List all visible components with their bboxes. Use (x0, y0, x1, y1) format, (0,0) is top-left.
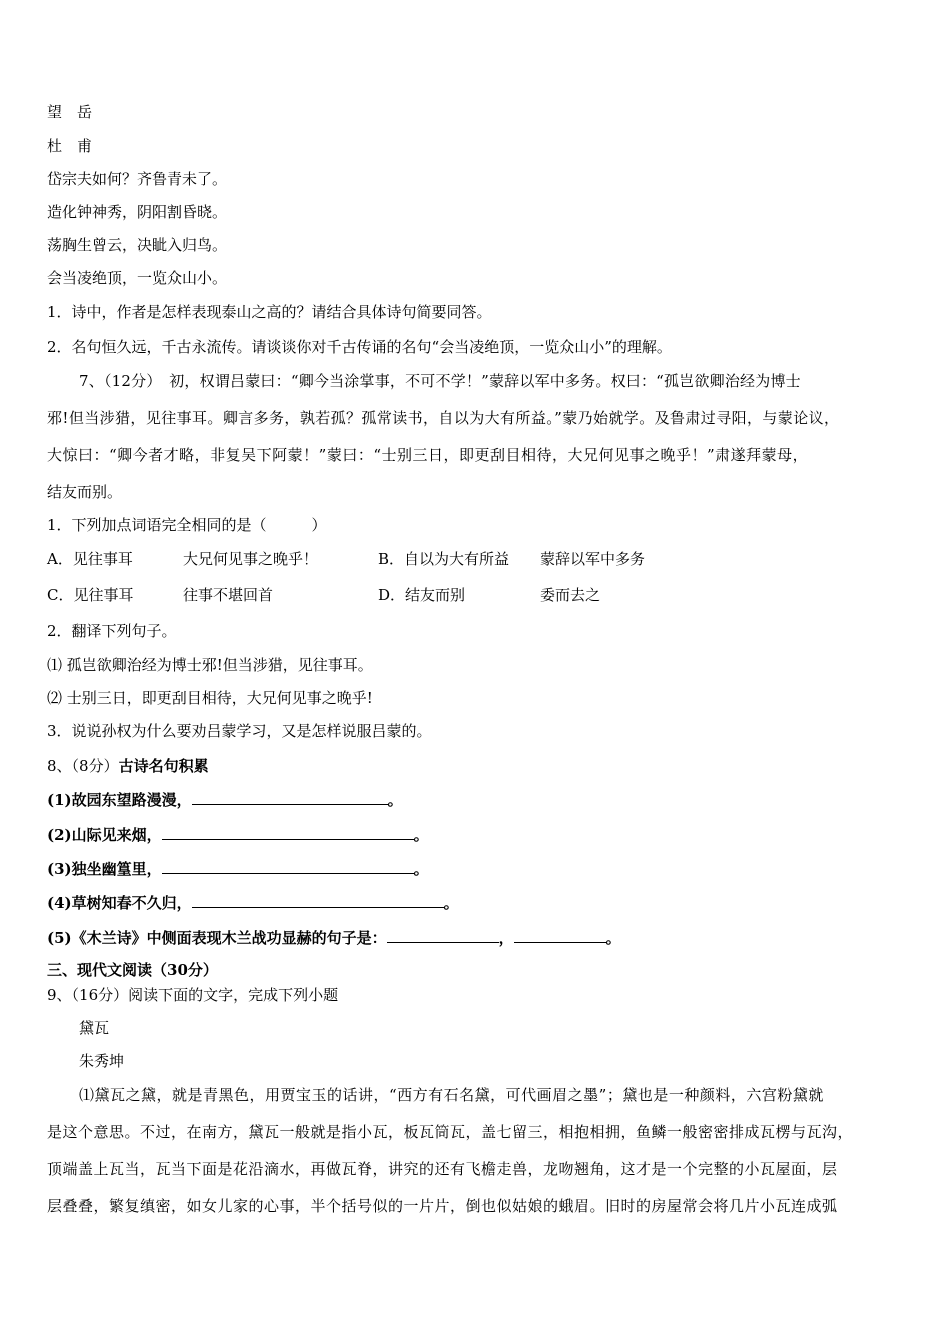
q7-question-2: 2．翻译下列句子。 (47, 622, 177, 640)
q8-comma: ， (498, 929, 514, 947)
option-c-text: 往事不堪回首 (183, 586, 274, 604)
q7-passage-line: 大惊曰：“卿今者才略，非复吴下阿蒙！”蒙曰：“士别三日，即更刮目相待，大兄何见事之晚乎！”肃遂拜蒙母， (47, 446, 809, 464)
poem-line: 会当凌绝顶，一览众山小。 (47, 269, 228, 287)
q7-question-1: 1．下列加点词语完全相同的是（ ） (47, 516, 327, 534)
q8-item-1 (47, 789, 403, 810)
q7-question-3: 3．说说孙权为什么要劝吕蒙学习，又是怎样说服吕蒙的。 (47, 722, 432, 740)
section-3-title: 三、现代文阅读（30分） (47, 961, 218, 979)
q8-heading (47, 756, 209, 776)
q8-period: 。 (413, 826, 429, 844)
q8-item-4 (47, 892, 459, 913)
article-paragraph-line: 是这个意思。不过，在南方，黛瓦一般就是指小瓦，板瓦筒瓦，盖七留三，相抱相拥，鱼鳞一般密密排成瓦楞与瓦沟， (47, 1123, 854, 1141)
option-b-label: B．自以为大有所益 (378, 550, 510, 568)
answer-blank[interactable] (192, 789, 388, 805)
answer-blank[interactable] (162, 858, 414, 874)
q8-item-text: (4)草树知春不久归， (47, 894, 192, 912)
q8-item-2 (47, 824, 429, 845)
answer-blank[interactable] (387, 927, 499, 943)
q8-period: 。 (413, 860, 429, 878)
option-a-label: A．见往事耳 (47, 550, 133, 568)
q7-passage-line: 邪!但当涉猎，见往事耳。卿言多务，孰若孤？孤常读书，自以为大有所益。”蒙乃始就学。及鲁肃过寻阳，与蒙论议， (47, 409, 840, 427)
poem-line: 造化钟神秀，阴阳割昏晓。 (47, 203, 228, 221)
q8-item-text: (1)故园东望路漫漫， (47, 791, 192, 809)
answer-blank[interactable] (162, 824, 414, 840)
q8-item-5 (47, 927, 621, 948)
option-d-label: D．结友而别 (378, 586, 466, 604)
q8-title: 古诗名句积累 (118, 757, 209, 775)
q8-period: 。 (387, 791, 403, 809)
poem-title: 望 岳 (47, 103, 93, 121)
option-a-text: 大兄何见事之晚乎！ (183, 550, 319, 568)
q8-item-text: (3)独坐幽篁里， (47, 860, 162, 878)
q8-period: 。 (443, 894, 459, 912)
poem-question-2: 2．名句恒久远，千古永流传。请谈谈你对千古传诵的名句“会当凌绝顶，一览众山小”的理解。 (47, 338, 672, 356)
q7-passage-line: 7、（12分） 初，权谓吕蒙曰：“卿今当涂掌事，不可不学！”蒙辞以军中多务。权曰：“孤岂欲卿治经为博士 (79, 372, 801, 390)
article-author: 朱秀坤 (79, 1052, 125, 1070)
poem-line: 荡胸生曾云，决眦入归鸟。 (47, 236, 228, 254)
article-paragraph-line: 层叠叠，繁复缜密，如女儿家的心事，半个括号似的一片片，倒也似姑娘的蛾眉。旧时的房屋常会将几片小瓦连成弧 (47, 1197, 838, 1215)
q8-period: 。 (605, 929, 621, 947)
article-paragraph-line: 顶端盖上瓦当，瓦当下面是花沿滴水，再做瓦脊，讲究的还有飞檐走兽，龙吻翘角，这才是一个完整的小瓦屋面，层 (47, 1160, 838, 1178)
q8-item-text: (2)山际见来烟， (47, 826, 162, 844)
option-c-label: C．见往事耳 (47, 586, 134, 604)
poem-line: 岱宗夫如何？齐鲁青未了。 (47, 170, 228, 188)
answer-blank[interactable] (192, 892, 444, 908)
q7-passage-line: 结友而别。 (47, 483, 123, 501)
q7-translate-2: ⑵ 士别三日，即更刮目相待，大兄何见事之晚乎! (47, 689, 373, 707)
poem-question-1: 1．诗中，作者是怎样表现泰山之高的？请结合具体诗句简要同答。 (47, 303, 492, 321)
option-b-text: 蒙辞以军中多务 (540, 550, 646, 568)
article-paragraph-line: ⑴黛瓦之黛，就是青黑色，用贾宝玉的话讲，“西方有石名黛，可代画眉之墨”；黛也是一种颜料，六宫粉黛就 (79, 1086, 824, 1104)
article-title: 黛瓦 (79, 1019, 110, 1037)
q8-item-text: (5)《木兰诗》中侧面表现木兰战功显赫的句子是： (47, 929, 387, 947)
poem-author: 杜 甫 (47, 137, 93, 155)
q9-heading: 9、（16分）阅读下面的文字，完成下列小题 (47, 986, 339, 1004)
q8-item-3 (47, 858, 429, 879)
option-d-text: 委而去之 (540, 586, 601, 604)
answer-blank[interactable] (514, 927, 606, 943)
q7-translate-1: ⑴ 孤岂欲卿治经为博士邪!但当涉猎，见往事耳。 (47, 656, 373, 674)
q8-number: 8、（8分） (47, 757, 119, 775)
